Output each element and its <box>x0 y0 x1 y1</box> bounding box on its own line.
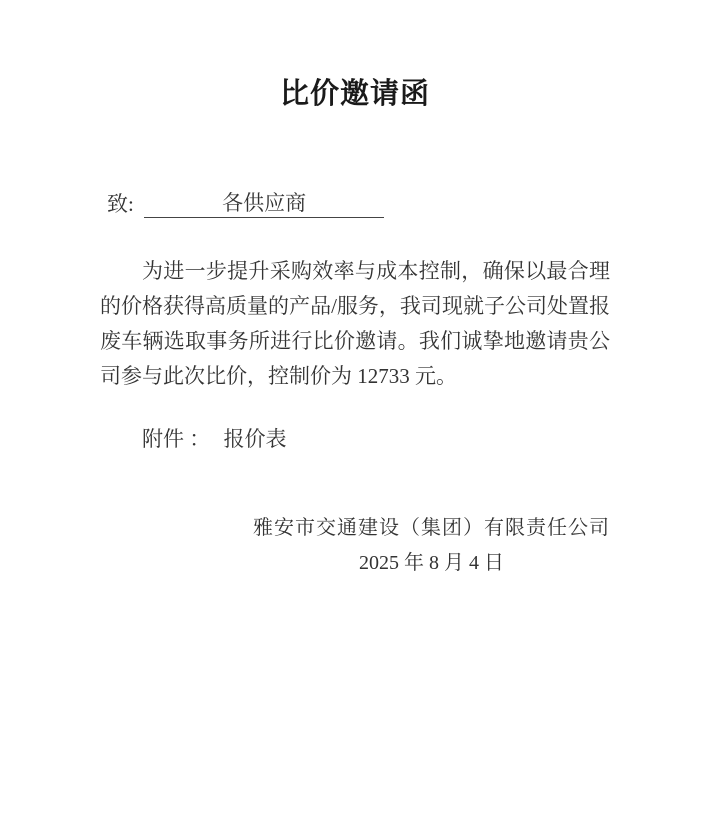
recipient-line <box>100 190 610 218</box>
attachment-line <box>100 426 610 453</box>
signature-date: 2025 年 8 月 4 日 <box>359 552 504 574</box>
company-name: 雅安市交通建设（集团）有限责任公司 <box>253 517 610 539</box>
signature-inner <box>253 515 610 576</box>
recipient-name-underlined: 各供应商 <box>144 190 384 218</box>
attachment-value: 报价表 <box>223 427 287 451</box>
document-title: 比价邀请函 <box>279 78 430 110</box>
signature-block <box>100 515 610 576</box>
attachment-label: 附件 ： <box>142 427 211 451</box>
recipient-label: 致: <box>107 192 134 216</box>
body-paragraph: 为进一步提升采购效率与成本控制，确保以最合理的价格获得高质量的产品/服务，我司现就子公司处置报废车辆选取事务所进行比价邀请。我们诚挚地邀请贵公司参与此次比价，控制价为 12733 元。 <box>100 259 610 388</box>
